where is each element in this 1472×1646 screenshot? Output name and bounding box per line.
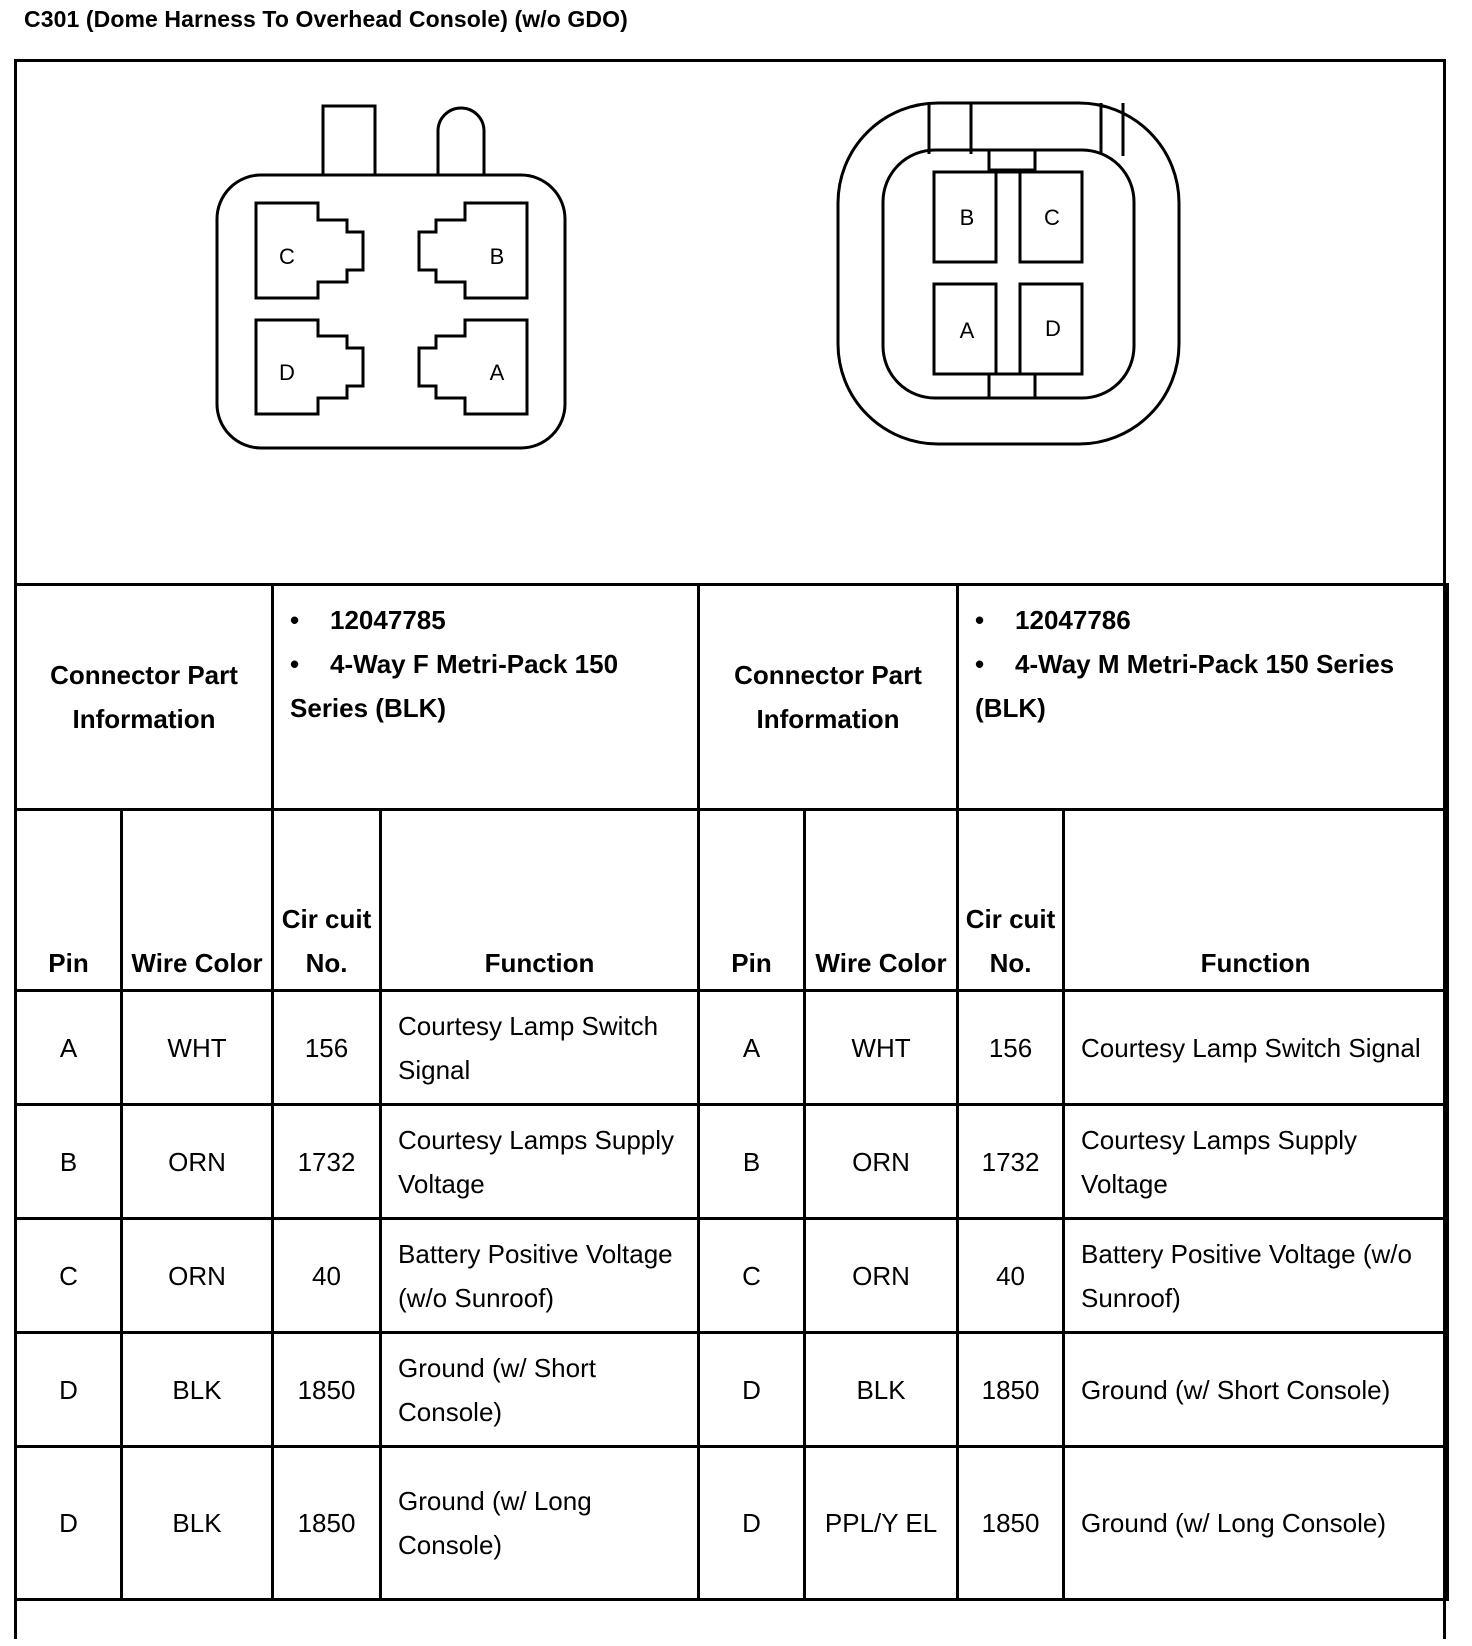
circuit-cell: 40 [958,1219,1064,1333]
wire-color-cell: WHT [122,991,273,1105]
table-row [16,1219,1448,1333]
wire-color-cell: ORN [805,1219,958,1333]
table-row [16,991,1448,1105]
terminal-b [419,203,527,298]
list-item: • 12047786 [975,605,1131,635]
pin-label: C [1044,205,1060,230]
wire-color-cell: BLK [122,1333,273,1447]
column-header: Function [381,810,699,991]
table-row [16,1105,1448,1219]
pin-label: D [1045,316,1061,341]
connector-info-row [16,585,1448,810]
pin-cell: D [16,1333,122,1447]
male-connector-face [838,103,1179,444]
pin-cell: C [16,1219,122,1333]
table-row [16,1447,1448,1600]
wire-color-cell: BLK [805,1333,958,1447]
circuit-cell: 1732 [273,1105,381,1219]
pin-cell: B [16,1105,122,1219]
pin-cell: A [699,991,805,1105]
pin-cell: D [699,1333,805,1447]
connector-info-label: Connector Part Information [16,585,273,810]
female-connector-face [217,106,565,448]
column-header: Wire Color [122,810,273,991]
circuit-cell: 1850 [958,1333,1064,1447]
connector-part-info [958,585,1448,810]
column-header: Cir cuit No. [958,810,1064,991]
wire-color-cell: ORN [805,1105,958,1219]
column-header: Function [1064,810,1448,991]
circuit-cell: 40 [273,1219,381,1333]
connector-diagrams-svg [17,62,1443,583]
page-title: C301 (Dome Harness To Overhead Console) (w/o GDO) [24,6,628,32]
function-cell: Courtesy Lamps Supply Voltage [381,1105,699,1219]
table-row [16,1333,1448,1447]
wire-color-cell: BLK [122,1447,273,1600]
connector-diagrams [17,62,1443,586]
circuit-cell: 156 [273,991,381,1105]
pin-label: C [279,244,295,269]
pin-cell: B [699,1105,805,1219]
function-cell: Ground (w/ Long Console) [1064,1447,1448,1600]
function-cell: Battery Positive Voltage (w/o Sunroof) [1064,1219,1448,1333]
circuit-cell: 1850 [958,1447,1064,1600]
pin-cell: C [699,1219,805,1333]
circuit-cell: 1732 [958,1105,1064,1219]
pin-label: B [489,244,505,269]
column-header: Cir cuit No. [273,810,381,991]
pin-label: D [279,360,295,385]
function-cell: Ground (w/ Long Console) [381,1447,699,1600]
connector-table-frame [14,59,1446,1639]
circuit-cell: 156 [958,991,1064,1105]
pin-label: B [959,205,975,230]
function-cell: Battery Positive Voltage (w/o Sunroof) [381,1219,699,1333]
pin-cell: D [16,1447,122,1600]
circuit-cell: 1850 [273,1333,381,1447]
function-cell: Courtesy Lamp Switch Signal [381,991,699,1105]
list-item: • 4-Way M Metri-Pack 150 Series (BLK) [975,649,1395,723]
pin-cell: A [16,991,122,1105]
wire-color-cell: WHT [805,991,958,1105]
column-header: Pin [16,810,122,991]
wire-color-cell: PPL/Y EL [805,1447,958,1600]
function-cell: Courtesy Lamp Switch Signal [1064,991,1448,1105]
list-item: • 12047785 [290,605,446,635]
column-header: Pin [699,810,805,991]
pin-out-table [14,583,1449,1601]
function-cell: Ground (w/ Short Console) [1064,1333,1448,1447]
column-header: Wire Color [805,810,958,991]
terminal-a [419,320,527,414]
terminal-c [256,203,363,298]
wire-color-cell: ORN [122,1219,273,1333]
connector-part-info [273,585,699,810]
wire-color-cell: ORN [122,1105,273,1219]
connector-info-label: Connector Part Information [699,585,958,810]
terminal-d [256,320,363,414]
function-cell: Courtesy Lamps Supply Voltage [1064,1105,1448,1219]
pin-cell: D [699,1447,805,1600]
pin-label: A [489,360,505,385]
pin-label: A [959,318,975,343]
list-item: • 4-Way F Metri-Pack 150 Series (BLK) [290,649,619,723]
table-header-row [16,810,1448,991]
function-cell: Ground (w/ Short Console) [381,1333,699,1447]
circuit-cell: 1850 [273,1447,381,1600]
